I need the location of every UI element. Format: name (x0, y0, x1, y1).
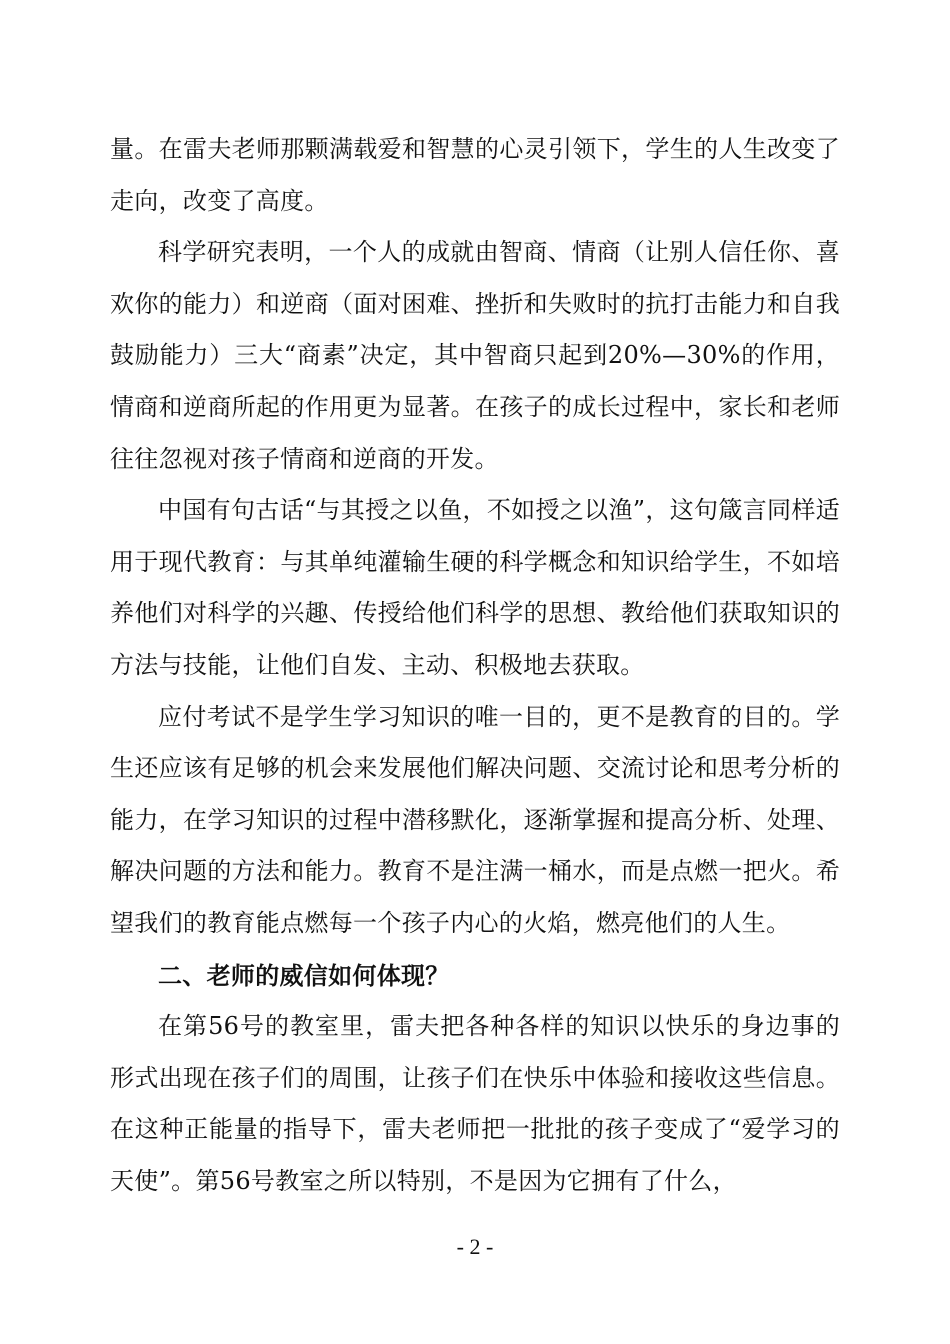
section-heading: 二、老师的威信如何体现？ (158, 960, 450, 990)
paragraph-continued: 量。在雷夫老师那颗满载爱和智慧的心灵引领下，学生的人生改变了走向，改变了高度。 (110, 135, 840, 215)
paragraph-eq-aq: 科学研究表明，一个人的成就由智商、情商（让别人信任你、喜欢你的能力）和逆商（面对困难、挫折和失败时的抗打击能力和自我鼓励能力）三大“商素”决定，其中智商只起到20%—30%的作用，情商和逆商所起的作用更为显著。在孩子的成长过程中，家长和老师往往忽视对孩子情商和逆商的开发。 (110, 238, 840, 473)
page-number: - 2 - (456, 1234, 494, 1259)
paragraph-classroom-56: 在第56号的教室里，雷夫把各种各样的知识以快乐的身边事的形式出现在孩子们的周围，让孩子们在快乐中体验和接收这些信息。在这种正能量的指导下，雷夫老师把一批批的孩子变成了“爱学习的天使”。第56号教室之所以特别，不是因为它拥有了什么， (110, 1012, 840, 1195)
paragraph-exam: 应付考试不是学生学习知识的唯一目的，更不是教育的目的。学生还应该有足够的机会来发展他们解决问题、交流讨论和思考分析的能力，在学习知识的过程中潜移默化，逐渐掌握和提高分析、处理、解决问题的方法和能力。教育不是注满一桶水，而是点燃一把火。希望我们的教育能点燃每一个孩子内心的火焰，燃亮他们的人生。 (110, 702, 840, 937)
paragraph-proverb: 中国有句古话“与其授之以鱼，不如授之以渔”，这句箴言同样适用于现代教育：与其单纯灌输生硬的科学概念和知识给学生，不如培养他们对科学的兴趣、传授给他们科学的思想、教给他们获取知识的方法与技能，让他们自发、主动、积极地去获取。 (110, 496, 840, 679)
document-body (110, 124, 840, 1207)
